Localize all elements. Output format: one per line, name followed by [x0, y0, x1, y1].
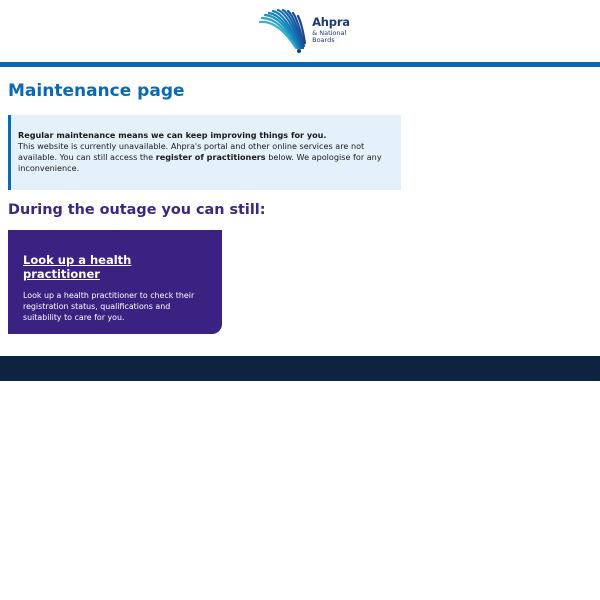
site-header [0, 0, 600, 62]
lookup-practitioner-link[interactable]: Look up a health practitioner [23, 252, 132, 281]
brand-name: Ahpra [312, 15, 350, 30]
notice-heading: Regular maintenance means we can keep improving things for you. [18, 130, 327, 140]
brand-subtitle-line2: Boards [312, 36, 335, 45]
maintenance-notice [8, 115, 401, 190]
notice-body-post: below. We apologise for any inconvenience. [18, 152, 382, 174]
card-description: Look up a health practitioner to check their registration status, qualifications and suitability to care for you. [23, 290, 195, 322]
page-title: Maintenance page [8, 81, 185, 101]
ahpra-logo-mark-icon [258, 8, 308, 54]
logo-text [312, 17, 350, 44]
brand-subtitle-line1: & National [312, 28, 347, 37]
main-content [0, 67, 600, 334]
notice-body-bold: register of practitioners [155, 152, 266, 163]
section-title: During the outage you can still: [8, 201, 266, 218]
notice-body-pre: This website is currently unavailable. Ahpra's portal and other online services are not available. You can still access the [18, 141, 365, 163]
site-footer [0, 356, 600, 381]
lookup-practitioner-card[interactable] [8, 230, 222, 334]
ahpra-logo[interactable] [258, 8, 350, 54]
